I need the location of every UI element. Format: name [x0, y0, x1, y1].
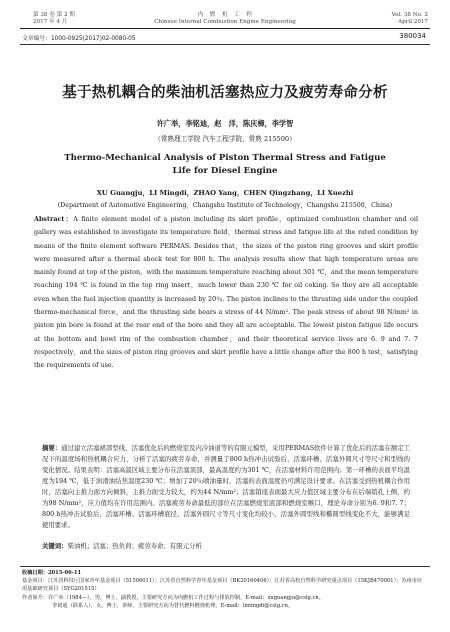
- journal-issue-en: [392, 12, 428, 26]
- volume-issue-en: Vol. 38 No. 2: [391, 12, 428, 18]
- abstract-cn: [42, 443, 410, 531]
- header-rule: [20, 28, 430, 29]
- authors-cn: 许广举，李铭迪，赵 洋，陈庆樟，李学智: [156, 119, 294, 128]
- affiliation-cn: （常熟理工学院 汽车工程学院，常熟 215500）: [154, 135, 296, 143]
- keywords-cn: [42, 541, 410, 552]
- abstract-en: [34, 213, 418, 373]
- abstract-cn-body: 通过建立活塞裙部型线、活塞优化后的燃烧室及内冷油道等的有限元模型，采用PERMAS软件计算了优化后的活塞在额定工况下的温度场和热机耦合应力，分析了活塞的疲劳寿命，并测量了800 h热冲击试验后，活塞环槽、活塞外圆尺寸等尺寸和型线的变化情况。结果表明：活塞高温区域主要分布在活塞顶部，最高温度约为301 ℃，在活塞材料许用范围内；第一环槽的表面平均温度为194 ℃，低于润滑油结焦温度230 ℃；增加了20％喷油量时，活塞的表面温度仍可满足设计要求。在活塞受到热机耦合作用时，活塞向主推力面方向倾斜，主推力面受力较大，约为44 N/mm²；活塞销座表面最大应力值区域主要分布在后端销孔上侧，约为98 N/mm²，应力值均在许用范围内。活塞疲劳寿命最低的部位在活塞燃烧室底部和燃烧室喉口，理论寿命分别为6. 9和7. 7；800 h热冲击试验后，活塞环槽、活塞环槽底径、活塞外圆尺寸等尺寸变化均较小，活塞外圆型线和椭圆型线变化不大，能够满足使用要求。: [42, 444, 411, 529]
- abstract-en-label: Abstract：: [34, 215, 74, 223]
- volume-issue: 第 38 卷 第 2 期: [33, 12, 75, 18]
- journal-name-cn: 内 燃 机 工 程: [197, 12, 253, 18]
- affiliation-en: (Department of Automotive Engineering，Changshu Institute of Technology，Changshu 215500，China): [57, 202, 393, 209]
- keywords-cn-label: 关键词：: [42, 542, 68, 550]
- article-number: 文章编号：1000-0925(2017)02-0080-05: [22, 36, 136, 42]
- received-date: 收稿日期：2015-06-11: [22, 570, 82, 576]
- keywords-cn-body: 柴油机；活塞；热负荷；疲劳寿命；有限元分析: [67, 542, 202, 550]
- author-bio-1: 作者简介：许广举（1984—），男，博士，副教授，主要研究方向为内燃机工作过程与排放控制，E-mail：xuguangju@cslg.cn。: [22, 594, 324, 601]
- footnote-rule: [20, 566, 430, 567]
- issue-date-en: April 2017: [398, 19, 428, 25]
- article-rule: [20, 44, 430, 45]
- journal-volume: [33, 12, 75, 26]
- issue-date-cn: 2017 年 4 月: [33, 19, 68, 25]
- authors-en: XU Guangju，LI Mingdi，ZHAO Yang，CHEN Qingzhang，LI Xuezhi: [96, 189, 354, 197]
- journal-name: [100, 12, 350, 26]
- fund-info: 基金项目：江苏省科技厅国家青年基金项目（51506011）；江苏省自然科学青年基金项目（BK20160406）；江苏省高校自然科学研究重点项目（15KJB470001）；苏州市应用基础研究项目（SYG201515）: [22, 578, 423, 593]
- title-cn: 基于热机耦合的柴油机活塞热应力及疲劳寿命分析: [62, 85, 388, 101]
- title-en-line2: Life for Diesel Engine: [172, 165, 278, 176]
- author-bio-2: 李铭迪（联系人），女，博士，讲师，主要研究方向为替代燃料燃烧机理，E-mail：limingdi@cslg.cn。: [52, 602, 294, 609]
- title-en: [20, 152, 430, 177]
- title-en-line1: Thermo-Mechanical Analysis of Piston Thermal Stress and Fatigue: [64, 153, 386, 163]
- article-code: 380034: [399, 32, 426, 40]
- abstract-en-body: A finite element model of a piston including its skirt profile，optimized combustion chamber and oil gallery was established to investigate its temperature field，thermal stress and fatigue life at the rated condition by means of the finite element software PERMAS. Besides that，the sizes of the piston ring grooves and skirt profile were measured after a thermal shock test for 800 h. The analysis results show that high temperature areas are mainly found at top of the piston，with the maximum temperature reaching about 301 ℃，and the mean temperature reaching 194 ℃ is found in the top ring insert，much lower than 230 ℃ for oil coking. So they are all acceptable even when the fuel injection quantity is increased by 20％. The piston inclines to the thrusting side under the coupled thermo-mechanical force，and the thrusting side bears a stress of 44 N/mm². The peak stress of about 98 N/mm² in piston pin bore is found at the rear end of the bore and they all are acceptable. The lowest piston fatigue life occurs at the bottom and bowl rim of the combustion chamber，and their theoretical service lives are 6. 9 and 7. 7 respectively，and the sizes of piston ring grooves and skirt profile have a little change after the 800 h test，satisfying the requirements of use.: [34, 215, 418, 370]
- journal-name-en: Chinese Internal Combustion Engine Engineering: [154, 19, 296, 25]
- abstract-cn-label: 摘要：: [42, 444, 62, 452]
- footnotes: [22, 569, 426, 610]
